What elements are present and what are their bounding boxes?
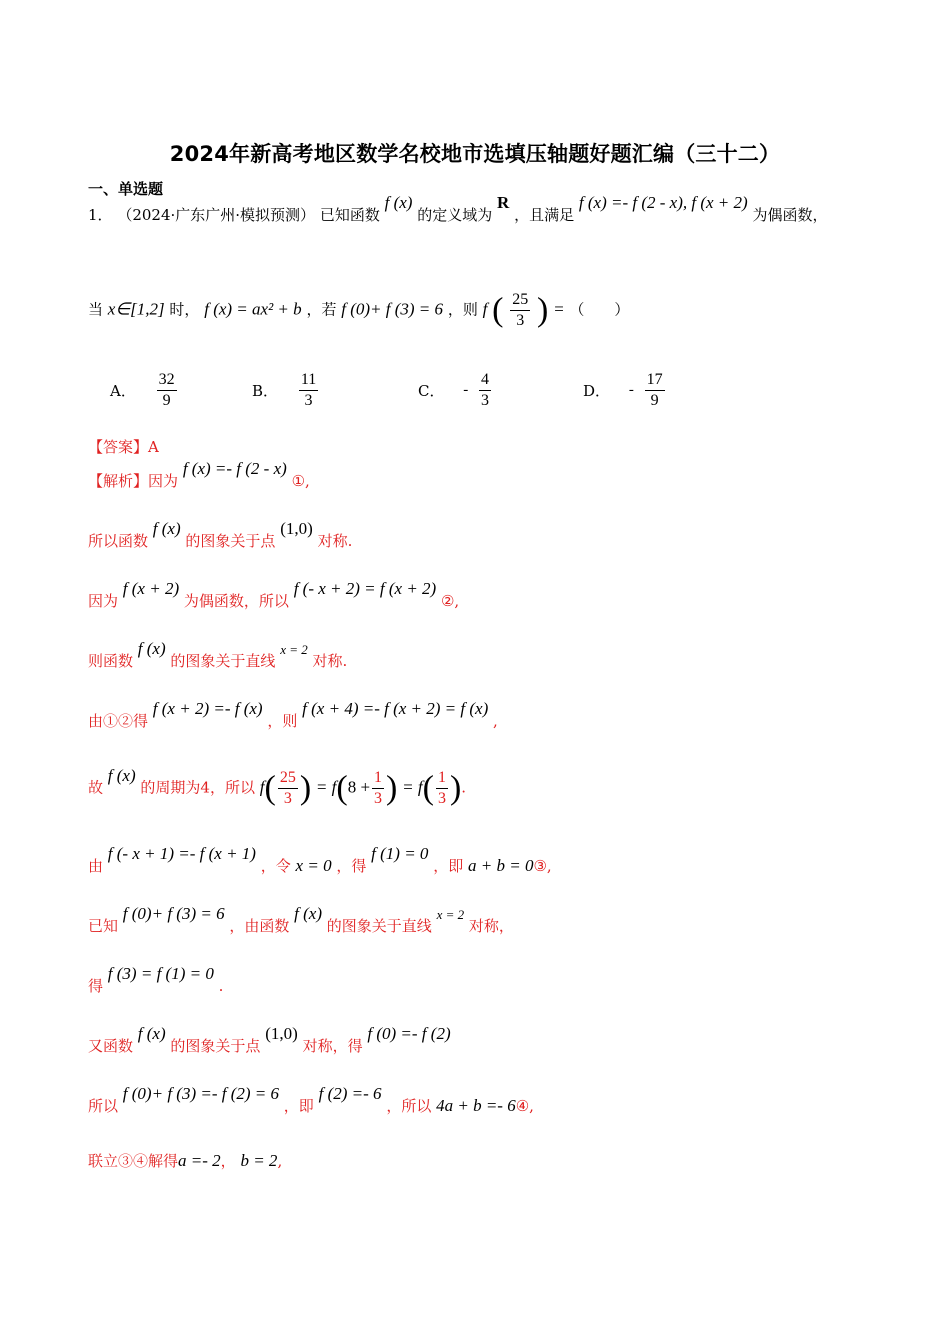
solution-line-6: 故 f (x) 的周期为4，所以 f( $\frac{25}{3}$ ) = f(8 + $\frac{1}{3}$ ) = f( $\frac{1}{3}$ ). <box>88 765 467 807</box>
option-c[interactable]: C． - $\frac{4}{3}$ <box>418 371 490 409</box>
option-b[interactable]: B． $\frac{11}{3}$ <box>252 371 317 409</box>
solution-line-4: 则函数 f (x) 的图象关于直线 x = 2 对称. <box>88 639 348 670</box>
math-condition: f (x) =- f (2 - x), f (x + 2) <box>578 193 748 212</box>
math-expression: f (x) = ax² + b <box>204 299 302 319</box>
solution-line-9: 得 f (3) = f (1) = 0 . <box>88 964 224 995</box>
fraction-25-3: $\frac{25}{3}$ <box>512 291 529 329</box>
solution-line-3: 因为 f (x + 2) 为偶函数，所以 f (- x + 2) = f (x + 2) ②, <box>88 579 460 610</box>
solution-line-8: 已知 f (0)+ f (3) = 6 ，由函数 f (x) 的图象关于直线 x = 2 对称， <box>88 904 514 935</box>
solution-line-1: 【解析】因为 f (x) =- f (2 - x) ①, <box>88 459 310 490</box>
math-interval: x∈[1,2] <box>107 299 165 319</box>
option-d[interactable]: D． - $\frac{17}{9}$ <box>583 371 663 409</box>
math-condition-2: f (0)+ f (3) = 6 <box>341 299 444 319</box>
question-number: 1． <box>88 206 113 224</box>
page-title: 2024年新高考地区数学名校地市选填压轴题好题汇编（三十二） <box>169 142 781 166</box>
section-heading: 一、单选题 <box>88 180 164 198</box>
solution-line-11: 所以 f (0)+ f (3) =- f (2) = 6 ，即 f (2) =- 6 ，所以 4a + b =- 6④, <box>88 1084 534 1115</box>
question-line-1: 1． （2024·广东广州·模拟预测） 已知函数 f (x) 的定义域为 R ，且满足 f (x) =- f (2 - x), f (x + 2) 为偶函数， <box>88 193 828 224</box>
solution-line-2: 所以函数 f (x) 的图象关于点 (1,0) 对称. <box>88 519 353 550</box>
option-a[interactable]: A． $\frac{32}{9}$ <box>110 371 175 409</box>
question-line-2: 当 x∈[1,2] 时， f (x) = ax² + b ，若 f (0)+ f (3) = 6 ，则 f ( $\frac{25}{3}$ ) = （ ） <box>88 291 630 329</box>
answer-line: 【答案】A <box>88 438 159 456</box>
math-fx: f (x) <box>384 193 413 212</box>
solution-line-7: 由 f (- x + 1) =- f (x + 1) ，令 x = 0 ，得 f (1) = 0 ，即 a + b = 0③, <box>88 844 552 875</box>
solution-line-10: 又函数 f (x) 的图象关于点 (1,0) 对称，得 f (0) =- f (2) <box>88 1024 451 1055</box>
solution-line-5: 由①②得 f (x + 2) =- f (x) ，则 f (x + 4) =- f (x + 2) = f (x) , <box>88 699 498 730</box>
solution-line-12: 联立③④解得a =- 2， b = 2, <box>88 1151 283 1170</box>
question-source: （2024·广东广州·模拟预测） <box>117 206 316 224</box>
answer-blank: （ ） <box>569 300 630 319</box>
math-R: R <box>497 193 510 212</box>
